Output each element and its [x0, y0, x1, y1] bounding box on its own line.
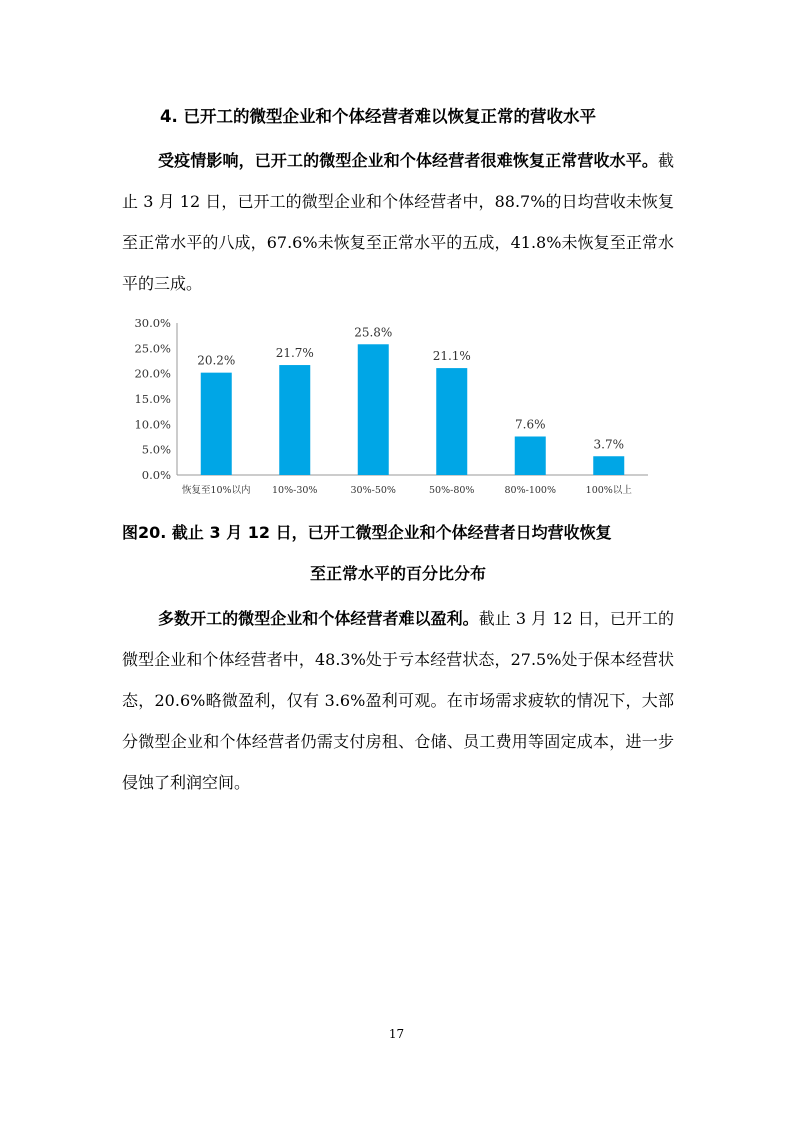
bar	[279, 365, 310, 475]
paragraph-profit	[122, 598, 674, 803]
data-label: 7.6%	[515, 417, 546, 432]
data-label: 3.7%	[593, 437, 624, 452]
bar	[201, 373, 232, 475]
data-label: 21.1%	[432, 349, 471, 364]
y-tick-label: 15.0%	[134, 392, 171, 406]
figure-caption-line2: 至正常水平的百分比分布	[309, 564, 486, 583]
data-label: 21.7%	[275, 346, 314, 361]
x-tick-label: 50%-80%	[429, 485, 475, 496]
x-tick-label: 100%以上	[585, 485, 632, 496]
x-tick-label: 80%-100%	[504, 485, 556, 496]
y-tick-label: 10.0%	[134, 417, 171, 432]
paragraph-revenue-body: 截止 3 月 12 日，已开工的微型企业和个体经营者中，88.7%的日均营收未恢复至正常水平的八成，67.6%未恢复至正常水平的五成，41.8%未恢复至正常水平的三成。	[122, 151, 674, 293]
y-tick-label: 20.0%	[134, 366, 171, 381]
section-heading: 4. 已开工的微型企业和个体经营者难以恢复正常的营收水平	[160, 107, 596, 126]
x-tick-label: 10%-30%	[272, 485, 318, 496]
x-tick-label: 30%-50%	[350, 485, 396, 496]
bar	[515, 436, 546, 475]
paragraph-profit-body: 截止 3 月 12 日，已开工的微型企业和个体经营者中，48.3%处于亏本经营状态，27.5%处于保本经营状态，20.6%略微盈利，仅有 3.6%盈利可观。在市场需求疲软的情况下，大部分微型企业和个体经营者仍需支付房租、仓储、员工费用等固定成本，进一步侵蚀了利润空间。	[122, 609, 674, 792]
paragraph-profit-lead: 多数开工的微型企业和个体经营者难以盈利。	[158, 609, 479, 628]
paragraph-revenue-lead: 受疫情影响，已开工的微型企业和个体经营者很难恢复正常营收水平。	[158, 151, 658, 170]
y-tick-label: 0.0%	[141, 468, 171, 482]
y-tick-label: 25.0%	[134, 341, 171, 356]
figure-caption-line1: 图20. 截止 3 月 12 日，已开工微型企业和个体经营者日均营收恢复	[122, 523, 612, 542]
bar	[358, 344, 389, 475]
y-tick-label: 30.0%	[134, 316, 171, 330]
bar	[593, 456, 624, 475]
data-label: 25.8%	[354, 325, 393, 340]
x-tick-label: 恢复至10%以内	[181, 485, 251, 496]
bar-chart-svg	[122, 308, 674, 508]
paragraph-revenue	[122, 140, 674, 304]
y-tick-label: 5.0%	[141, 442, 171, 457]
page-number: 17	[388, 1027, 405, 1041]
bar	[436, 368, 467, 475]
bar-chart	[122, 308, 674, 508]
data-label: 20.2%	[197, 353, 236, 368]
